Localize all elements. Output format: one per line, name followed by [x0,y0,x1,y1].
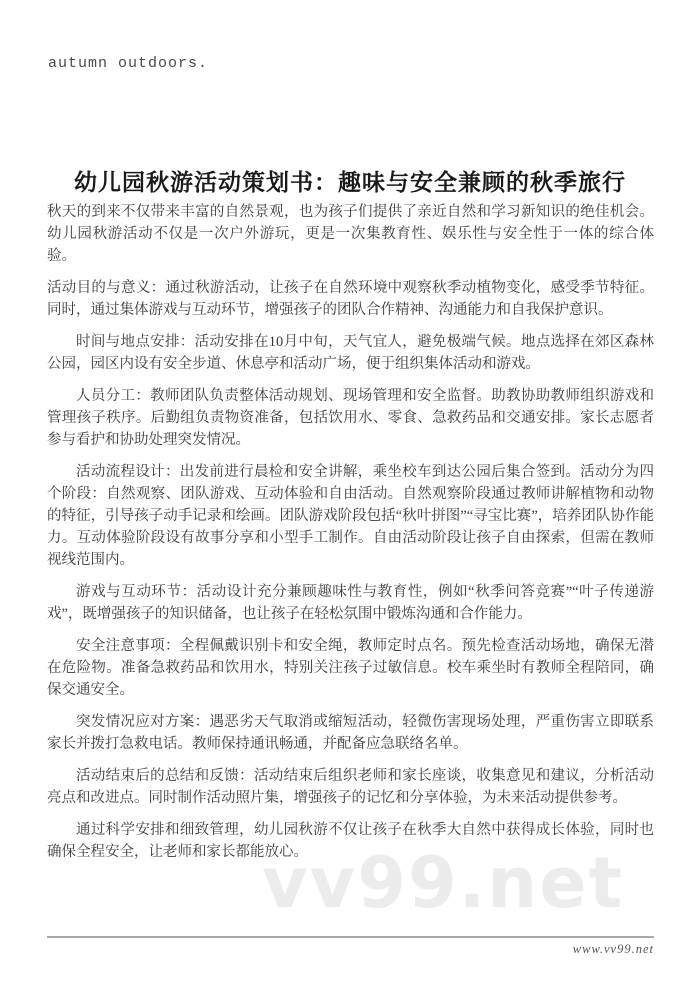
paragraph: 活动结束后的总结和反馈：活动结束后组织老师和家长座谈，收集意见和建议，分析活动亮点和改进点。同时制作活动照片集，增强孩子的记忆和分享体验，为未来活动提供参考。 [47,768,654,806]
paragraph: 安全注意事项：全程佩戴识别卡和安全绳，教师定时点名。预先检查活动场地，确保无潜在危险物。准备急救药品和饮用水，特别关注孩子过敏信息。校车乘坐时有教师全程陪同，确保交通安全。 [47,638,654,698]
top-note: autumn outdoors. [48,55,209,72]
paragraph: 时间与地点安排：活动安排在10月中旬，天气宜人，避免极端气候。地点选择在郊区森林公园，园区内设有安全步道、休息亭和活动广场，便于组织集体活动和游戏。 [47,334,654,372]
paragraph: 通过科学安排和细致管理，幼儿园秋游不仅让孩子在秋季大自然中获得成长体验，同时也确保全程安全，让老师和家长都能放心。 [47,822,654,860]
paragraph: 突发情况应对方案：遇恶劣天气取消或缩短活动，轻微伤害现场处理，严重伤害立即联系家长并拨打急救电话。教师保持通讯畅通，并配备应急联络名单。 [47,714,654,752]
document-body [47,201,654,873]
paragraph: 秋天的到来不仅带来丰富的自然景观，也为孩子们提供了亲近自然和学习新知识的绝佳机会。幼儿园秋游活动不仅是一次户外游玩，更是一次集教育性、娱乐性与安全性于一体的综合体验。 [47,204,654,264]
watermark: vv99.net [262,842,625,924]
footer-divider [47,936,654,938]
footer-url: www.vv99.net [572,942,654,956]
page-title: 幼儿园秋游活动策划书：趣味与安全兼顾的秋季旅行 [74,169,626,196]
paragraph: 活动目的与意义：通过秋游活动，让孩子在自然环境中观察秋季动植物变化，感受季节特征。同时，通过集体游戏与互动环节，增强孩子的团队合作精神、沟通能力和自我保护意识。 [47,280,654,318]
paragraph: 人员分工：教师团队负责整体活动规划、现场管理和安全监督。助教协助教师组织游戏和管理孩子秩序。后勤组负责物资准备，包括饮用水、零食、急救药品和交通安排。家长志愿者参与看护和协助处理突发情况。 [47,388,654,448]
paragraph: 活动流程设计：出发前进行晨检和安全讲解，乘坐校车到达公园后集合签到。活动分为四个阶段：自然观察、团队游戏、互动体验和自由活动。自然观察阶段通过教师讲解植物和动物的特征，引导孩子动手记录和绘画。团队游戏阶段包括“秋叶拼图”“寻宝比赛”，培养团队协作能力。互动体验阶段设有故事分享和小型手工制作。自由活动阶段让孩子自由探索，但需在教师视线范围内。 [47,464,654,568]
paragraph: 游戏与互动环节：活动设计充分兼顾趣味性与教育性，例如“秋季问答竞赛”“叶子传递游戏”，既增强孩子的知识储备，也让孩子在轻松氛围中锻炼沟通和合作能力。 [47,584,654,622]
